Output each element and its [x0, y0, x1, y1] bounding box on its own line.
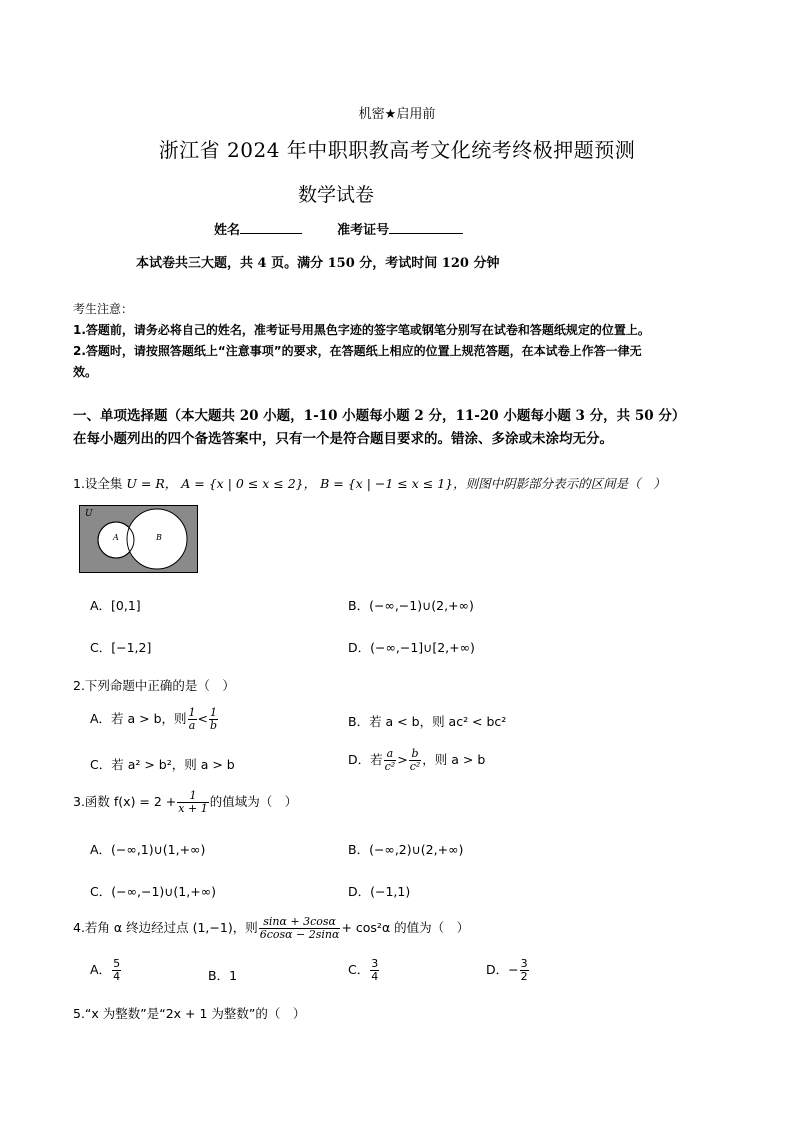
q1-set-b: B = {x | −1 ≤ x ≤ 1}，则图中阴影部分表示的区间是（ ）	[320, 476, 666, 491]
question-5: 5.“x 为整数”是“2x + 1 为整数”的（ ）	[73, 1006, 306, 1021]
question-2: 2.下列命题中正确的是（ ）	[73, 678, 235, 693]
venn-label-a: A	[113, 533, 119, 542]
q4-option-d: D．− $\frac{3}{2}$	[486, 957, 528, 983]
q4-option-b: B．1	[208, 968, 238, 983]
section-heading-line1: 一、单项选择题（本大题共 20 小题，1-10 小题每小题 2 分，11-20 小题每小题 3 分，共 50 分）	[73, 408, 686, 424]
q1-option-d: D．(−∞,−1]∪[2,+∞)	[348, 640, 475, 655]
q1-set-a: A = {x | 0 ≤ x ≤ 2}，	[181, 476, 317, 491]
section-heading-line2: 在每小题列出的四个备选答案中，只有一个是符合题目要求的。错涂、多涂或未涂均无分。	[73, 431, 613, 447]
q3-option-b: B．(−∞,2)∪(2,+∞)	[348, 842, 464, 857]
q3-option-d: D．(−1,1)	[348, 884, 411, 899]
q1-option-c: C．[−1,2]	[90, 640, 152, 655]
q1-universe: U = R，	[126, 476, 178, 491]
q1-option-a: A．[0,1]	[90, 598, 141, 613]
q2-option-a: A．若 a > b，则 $\frac{1}{a}$ < $\frac{1}{b}$	[90, 706, 218, 732]
q1-prefix: 1.设全集	[73, 476, 123, 491]
question-3: 3.函数 f(x) = 2 + $\frac{1}{x + 1}$ 的值域为（ ）	[73, 789, 298, 815]
name-blank	[240, 221, 302, 234]
notice-heading: 考生注意：	[73, 302, 134, 316]
exam-subtitle: 数学试卷	[298, 184, 375, 206]
q2-option-b: B．若 a < b，则 ac² < bc²	[348, 714, 507, 729]
venn-label-b: B	[156, 533, 162, 542]
venn-diagram	[79, 505, 198, 573]
notice-item-2: 2.答题时，请按照答题纸上“注意事项”的要求，在答题纸上相应的位置上规范答题，在本试卷上作答一律无	[73, 344, 642, 358]
q4-option-a: A． $\frac{5}{4}$	[90, 957, 121, 983]
q3-option-a: A．(−∞,1)∪(1,+∞)	[90, 842, 206, 857]
q4-option-c: C． $\frac{3}{4}$	[348, 957, 379, 983]
exam-title: 浙江省 2024 年中职职教高考文化统考终极押题预测	[158, 138, 636, 162]
name-label: 姓名	[214, 223, 241, 238]
question-1	[73, 474, 666, 492]
ticket-blank	[389, 221, 463, 234]
q1-option-b: B．(−∞,−1)∪(2,+∞)	[348, 598, 474, 613]
notice-item-1: 1.答题前，请务必将自己的姓名，准考证号用黑色字迹的签字笔或钢笔分别写在试卷和答题纸规定的位置上。	[73, 323, 650, 337]
notice-item-2-cont: 效。	[73, 365, 98, 379]
venn-svg	[80, 506, 197, 572]
exam-info: 本试卷共三大题，共 4 页。满分 150 分，考试时间 120 分钟	[136, 256, 500, 271]
q3-option-c: C．(−∞,−1)∪(1,+∞)	[90, 884, 216, 899]
confidential-label: 机密★启用前	[358, 107, 436, 122]
q2-option-c: C．若 a² > b²，则 a > b	[90, 757, 235, 772]
name-ticket-row	[214, 219, 463, 238]
q2-option-d: D．若 $\frac{a}{\text{c²}}$ > $\frac{b}{\text{c²}}$ ，则 a > b	[348, 747, 486, 773]
ticket-label: 准考证号	[337, 223, 390, 238]
venn-label-u: U	[85, 509, 93, 519]
question-4: 4.若角 α 终边经过点 (1,−1)，则 $\frac{\sin\alpha + 3\cos\alpha}{6\cos\alpha - 2\sin\alpha}$ + cos²α 的值为（ ）	[73, 915, 470, 941]
